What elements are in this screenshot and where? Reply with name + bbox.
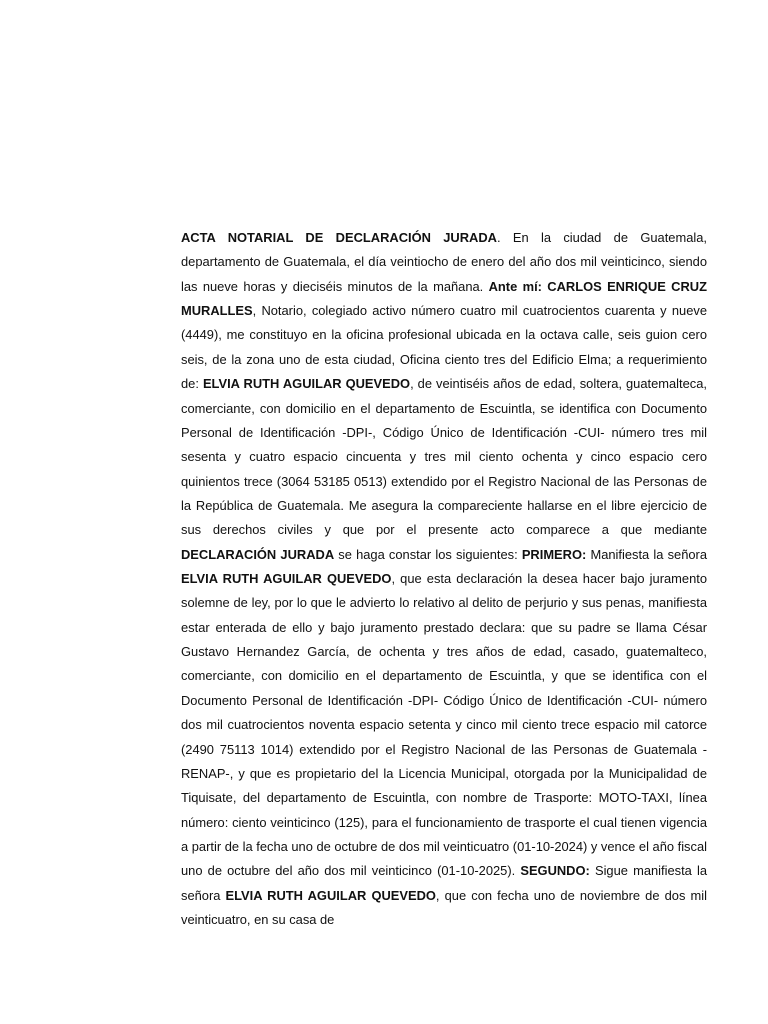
text-run: , de veintiséis años de edad, soltera, guatemalteca, comerciante, con domicilio en el departamento de Escuintla, se identifica con Documento Personal de Identificación -DPI-, Código Único de Identificación -CUI- número tres mil sesenta y cuatro espacio cincuenta y tres mil ciento ochenta y cinco espacio cero quinientos trece (3064 53185 0513) extendido por el Registro Nacional de las Personas de la República de Guatemala. Me asegura la compareciente hallarse en el libre ejercicio de sus derechos civiles y que por el presente acto comparece a que mediante [181, 376, 707, 538]
text-run: Manifiesta la señora [586, 546, 707, 562]
text-run: . En la ciudad de Guatemala, departamento de Guatemala, el día veintiocho de enero del año dos mil veinticinco, siendo las nueve horas y dieciséis minutos de la mañana. [181, 230, 707, 294]
requester-name-run: ELVIA RUTH AGUILAR QUEVEDO [181, 571, 392, 587]
requester-name-run: ELVIA RUTH AGUILAR QUEVEDO [202, 376, 411, 392]
text-run: se haga constar los siguientes: [334, 546, 522, 562]
text-run: , que esta declaración la desea hacer bajo juramento solemne de ley, por lo que le advierto lo relativo al delito de perjurio y sus penas, manifiesta estar enterada de ello y bajo juramento prestado declara: que su padre se llama César Gustavo Hernandez García, de ochenta y tres años de edad, casado, guatemalteco, comerciante, con domicilio en el departamento de Escuintla, y que se identifica con el Documento Personal de Identificación -DPI- Código Único de Identificación -CUI- número dos mil cuatrocientos noventa espacio setenta y cinco mil ciento trece espacio mil catorce (2490 75113 1014) extendido por el Registro Nacional de las Personas de Guatemala -RENAP-, y que es propietario del la Licencia Municipal, otorgada por la Municipalidad de Tiquisate, del departamento de Escuintla, con nombre de Trasporte: MOTO-TAXI, línea número: ciento veinticinco (125), para el funcionamiento de trasporte el cual tienen vigencia a partir de la fecha uno de octubre de dos mil veinticuatro (01-10-2024) y vence el año fiscal uno de octubre del año dos mil veinticinco (01-10-2025). [181, 571, 707, 879]
requester-name-run: ELVIA RUTH AGUILAR QUEVEDO [225, 887, 436, 903]
second-clause-heading: SEGUNDO: [520, 863, 590, 879]
title-run: ACTA NOTARIAL DE DECLARACIÓN JURADA [181, 230, 497, 245]
notary-run: Ante mí: CARLOS ENRIQUE CRUZ MURALLES [181, 278, 707, 319]
text-run: Sigue manifiesta la señora [181, 863, 707, 903]
declaration-paragraph [181, 226, 707, 932]
text-run: , Notario, colegiado activo número cuatro mil cuatrocientos cuarenta y nueve (4449), me constituyo en la oficina profesional ubicada en la octava calle, seis guion cero seis, de la zona uno de esta ciudad, Oficina ciento tres del Edificio Elma; a requerimiento de: [181, 303, 707, 392]
declaration-run: DECLARACIÓN JURADA [181, 546, 335, 562]
first-clause-heading: PRIMERO: [521, 546, 587, 562]
text-run: , que con fecha uno de noviembre de dos mil veinticuatro, en su casa de [181, 887, 707, 928]
